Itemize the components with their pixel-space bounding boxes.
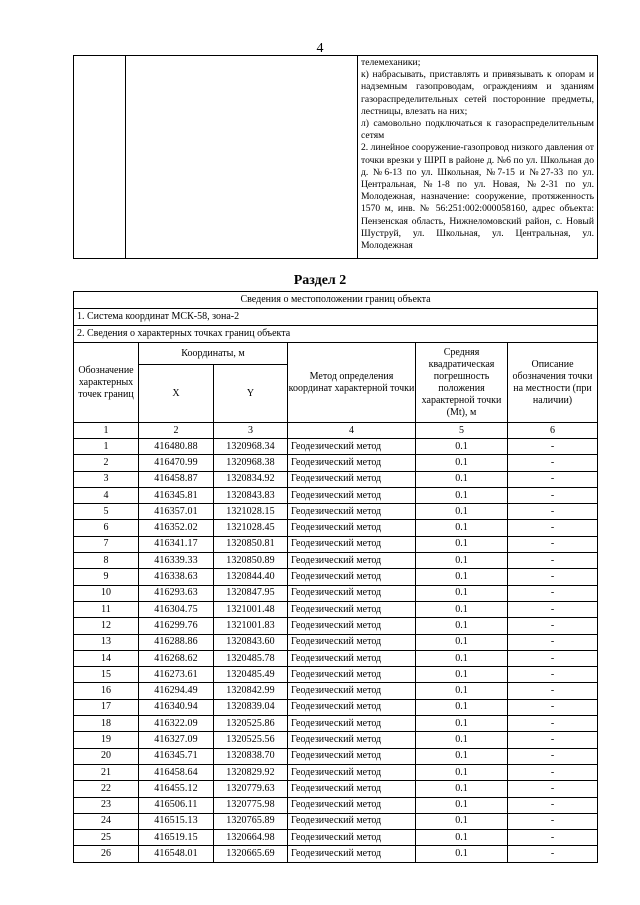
error-cell: 0.1 (416, 569, 508, 585)
table-row (74, 716, 598, 732)
x-coordinate-cell: 416299.76 (139, 618, 214, 634)
point-number-cell: 23 (74, 797, 139, 813)
description-cell: - (508, 569, 598, 585)
paragraph-item-l: л) самовольно подключаться к газораспределительным сетям (361, 118, 594, 142)
error-cell: 0.1 (416, 650, 508, 666)
description-cell: - (508, 585, 598, 601)
error-cell: 0.1 (416, 536, 508, 552)
table-row (74, 634, 598, 650)
table-row (74, 764, 598, 780)
table-row (74, 748, 598, 764)
point-number-cell: 4 (74, 487, 139, 503)
point-number-cell: 6 (74, 520, 139, 536)
column-number-6: 6 (508, 423, 598, 439)
y-coordinate-cell: 1321028.45 (214, 520, 288, 536)
point-number-cell: 16 (74, 683, 139, 699)
method-cell: Геодезический метод (288, 797, 416, 813)
point-number-cell: 20 (74, 748, 139, 764)
table-row (74, 455, 598, 471)
point-number-cell: 12 (74, 618, 139, 634)
error-cell: 0.1 (416, 520, 508, 536)
y-coordinate-cell: 1320843.83 (214, 487, 288, 503)
header-y: Y (214, 365, 288, 423)
error-cell: 0.1 (416, 455, 508, 471)
error-cell: 0.1 (416, 764, 508, 780)
method-cell: Геодезический метод (288, 585, 416, 601)
y-coordinate-cell: 1321028.15 (214, 504, 288, 520)
error-cell: 0.1 (416, 683, 508, 699)
description-cell: - (508, 520, 598, 536)
x-coordinate-cell: 416273.61 (139, 667, 214, 683)
x-coordinate-cell: 416345.71 (139, 748, 214, 764)
description-cell: - (508, 487, 598, 503)
y-coordinate-cell: 1320847.95 (214, 585, 288, 601)
y-coordinate-cell: 1320968.38 (214, 455, 288, 471)
method-cell: Геодезический метод (288, 601, 416, 617)
x-coordinate-cell: 416519.15 (139, 830, 214, 846)
error-cell: 0.1 (416, 601, 508, 617)
error-cell: 0.1 (416, 781, 508, 797)
y-coordinate-cell: 1320525.86 (214, 716, 288, 732)
description-cell: - (508, 471, 598, 487)
method-cell: Геодезический метод (288, 536, 416, 552)
method-cell: Геодезический метод (288, 553, 416, 569)
x-coordinate-cell: 416322.09 (139, 716, 214, 732)
table-row (74, 781, 598, 797)
x-coordinate-cell: 416480.88 (139, 439, 214, 455)
description-cell: - (508, 797, 598, 813)
description-cell: - (508, 846, 598, 862)
description-cell: - (508, 601, 598, 617)
method-cell: Геодезический метод (288, 439, 416, 455)
point-number-cell: 1 (74, 439, 139, 455)
x-coordinate-cell: 416340.94 (139, 699, 214, 715)
error-cell: 0.1 (416, 716, 508, 732)
y-coordinate-cell: 1321001.48 (214, 601, 288, 617)
point-number-cell: 9 (74, 569, 139, 585)
point-number-cell: 21 (74, 764, 139, 780)
x-coordinate-cell: 416293.63 (139, 585, 214, 601)
description-cell: - (508, 781, 598, 797)
y-coordinate-cell: 1320844.40 (214, 569, 288, 585)
point-number-cell: 2 (74, 455, 139, 471)
x-coordinate-cell: 416458.87 (139, 471, 214, 487)
y-coordinate-cell: 1320779.63 (214, 781, 288, 797)
table-row (74, 487, 598, 503)
description-cell: - (508, 748, 598, 764)
method-cell: Геодезический метод (288, 748, 416, 764)
method-cell: Геодезический метод (288, 618, 416, 634)
method-cell: Геодезический метод (288, 504, 416, 520)
x-coordinate-cell: 416357.01 (139, 504, 214, 520)
error-cell: 0.1 (416, 634, 508, 650)
x-coordinate-cell: 416268.62 (139, 650, 214, 666)
column-number-1: 1 (74, 423, 139, 439)
error-cell: 0.1 (416, 748, 508, 764)
table-row (74, 471, 598, 487)
description-cell: - (508, 813, 598, 829)
method-cell: Геодезический метод (288, 487, 416, 503)
description-cell: - (508, 830, 598, 846)
x-coordinate-cell: 416338.63 (139, 569, 214, 585)
page-number: 4 (316, 41, 324, 56)
method-cell: Геодезический метод (288, 830, 416, 846)
table-row (74, 830, 598, 846)
error-cell: 0.1 (416, 471, 508, 487)
table-row (74, 569, 598, 585)
y-coordinate-cell: 1320850.89 (214, 553, 288, 569)
table-caption: Сведения о местоположении границ объекта (74, 292, 598, 309)
description-cell: - (508, 732, 598, 748)
continued-table-fragment (73, 55, 598, 259)
table-row (74, 797, 598, 813)
table-row (74, 846, 598, 862)
paragraph-telemechanics: телемеханики; (361, 57, 421, 68)
table-row (74, 520, 598, 536)
x-coordinate-cell: 416345.81 (139, 487, 214, 503)
point-number-cell: 19 (74, 732, 139, 748)
empty-cell-1 (74, 56, 126, 259)
x-coordinate-cell: 416515.13 (139, 813, 214, 829)
description-cell: - (508, 618, 598, 634)
table-row (74, 601, 598, 617)
table-row (74, 699, 598, 715)
point-number-cell: 25 (74, 830, 139, 846)
description-cell: - (508, 764, 598, 780)
x-coordinate-cell: 416506.11 (139, 797, 214, 813)
point-number-cell: 22 (74, 781, 139, 797)
method-cell: Геодезический метод (288, 650, 416, 666)
table-row (74, 585, 598, 601)
y-coordinate-cell: 1320843.60 (214, 634, 288, 650)
column-number-2: 2 (139, 423, 214, 439)
y-coordinate-cell: 1320665.69 (214, 846, 288, 862)
point-number-cell: 8 (74, 553, 139, 569)
y-coordinate-cell: 1320834.92 (214, 471, 288, 487)
method-cell: Геодезический метод (288, 813, 416, 829)
error-cell: 0.1 (416, 846, 508, 862)
x-coordinate-cell: 416455.12 (139, 781, 214, 797)
point-number-cell: 17 (74, 699, 139, 715)
table-row (74, 439, 598, 455)
method-cell: Геодезический метод (288, 699, 416, 715)
error-cell: 0.1 (416, 667, 508, 683)
boundary-points-table (73, 291, 598, 863)
method-cell: Геодезический метод (288, 471, 416, 487)
method-cell: Геодезический метод (288, 634, 416, 650)
table-row (74, 813, 598, 829)
x-coordinate-cell: 416341.17 (139, 536, 214, 552)
description-cell: - (508, 699, 598, 715)
y-coordinate-cell: 1321001.83 (214, 618, 288, 634)
error-cell: 0.1 (416, 504, 508, 520)
column-number-3: 3 (214, 423, 288, 439)
description-cell: - (508, 553, 598, 569)
x-coordinate-cell: 416327.09 (139, 732, 214, 748)
error-cell: 0.1 (416, 797, 508, 813)
method-cell: Геодезический метод (288, 520, 416, 536)
error-cell: 0.1 (416, 439, 508, 455)
point-number-cell: 14 (74, 650, 139, 666)
point-number-cell: 3 (74, 471, 139, 487)
point-number-cell: 5 (74, 504, 139, 520)
x-coordinate-cell: 416294.49 (139, 683, 214, 699)
point-number-cell: 10 (74, 585, 139, 601)
y-coordinate-cell: 1320850.81 (214, 536, 288, 552)
table-row (74, 732, 598, 748)
x-coordinate-cell: 416352.02 (139, 520, 214, 536)
method-cell: Геодезический метод (288, 667, 416, 683)
points-heading-row: 2. Сведения о характерных точках границ объекта (74, 326, 598, 343)
coordinate-system-row: 1. Система координат МСК-58, зона-2 (74, 309, 598, 326)
description-cell: - (508, 650, 598, 666)
x-coordinate-cell: 416548.01 (139, 846, 214, 862)
error-cell: 0.1 (416, 830, 508, 846)
method-cell: Геодезический метод (288, 732, 416, 748)
point-number-cell: 13 (74, 634, 139, 650)
header-x: X (139, 365, 214, 423)
description-cell: - (508, 634, 598, 650)
section-title: Раздел 2 (293, 273, 347, 288)
point-number-cell: 15 (74, 667, 139, 683)
header-method: Метод определения координат характерной точки (288, 343, 416, 423)
point-number-cell: 26 (74, 846, 139, 862)
y-coordinate-cell: 1320775.98 (214, 797, 288, 813)
error-cell: 0.1 (416, 553, 508, 569)
point-number-cell: 11 (74, 601, 139, 617)
method-cell: Геодезический метод (288, 455, 416, 471)
paragraph-item-k: к) набрасывать, приставлять и привязывать к опорам и надземным газопроводам, ограждениям и зданиям газораспределительных сетей посторонние предметы, лестницы, влезать на них; (361, 69, 594, 117)
empty-cell-2 (126, 56, 358, 259)
description-cell: - (508, 667, 598, 683)
error-cell: 0.1 (416, 732, 508, 748)
point-number-cell: 24 (74, 813, 139, 829)
header-point-designation: Обозначение характерных точек границ (74, 343, 139, 423)
y-coordinate-cell: 1320968.34 (214, 439, 288, 455)
table-row (74, 504, 598, 520)
description-cell: - (508, 536, 598, 552)
header-error: Средняя квадратическая погрешность положения характерной точки (Mt), м (416, 343, 508, 423)
method-cell: Геодезический метод (288, 569, 416, 585)
method-cell: Геодезический метод (288, 764, 416, 780)
y-coordinate-cell: 1320838.70 (214, 748, 288, 764)
method-cell: Геодезический метод (288, 781, 416, 797)
x-coordinate-cell: 416288.86 (139, 634, 214, 650)
y-coordinate-cell: 1320485.78 (214, 650, 288, 666)
x-coordinate-cell: 416470.99 (139, 455, 214, 471)
error-cell: 0.1 (416, 813, 508, 829)
table-row (74, 618, 598, 634)
description-cell: - (508, 504, 598, 520)
table-row (74, 536, 598, 552)
error-cell: 0.1 (416, 585, 508, 601)
description-cell: - (508, 439, 598, 455)
method-cell: Геодезический метод (288, 683, 416, 699)
error-cell: 0.1 (416, 487, 508, 503)
method-cell: Геодезический метод (288, 716, 416, 732)
table-row (74, 553, 598, 569)
header-coordinates: Координаты, м (139, 343, 288, 365)
x-coordinate-cell: 416304.75 (139, 601, 214, 617)
y-coordinate-cell: 1320525.56 (214, 732, 288, 748)
paragraph-pipeline-description: 2. линейное сооружение-газопровод низкого давления от точки врезки у ШРП в районе д. №6 по ул. Школьная до д. №6-13 по ул. Школьная, №7-15 и №27-33 по ул. Центральная, №1-8 по ул. Новая, №2-31 по ул. Молодежная, назначение: сооружение, протяженность 1570 м, инв. № 56:251:002:000058160, адрес объекта: Пензенская область, Нижнеломовский район, с. Новый Шуструй, ул. Школьная, ул. Центральная, ул. Молодежная (361, 142, 594, 252)
y-coordinate-cell: 1320765.89 (214, 813, 288, 829)
x-coordinate-cell: 416339.33 (139, 553, 214, 569)
y-coordinate-cell: 1320839.04 (214, 699, 288, 715)
y-coordinate-cell: 1320829.92 (214, 764, 288, 780)
x-coordinate-cell: 416458.64 (139, 764, 214, 780)
description-cell: - (508, 683, 598, 699)
column-number-5: 5 (416, 423, 508, 439)
column-number-4: 4 (288, 423, 416, 439)
table-row (74, 667, 598, 683)
y-coordinate-cell: 1320842.99 (214, 683, 288, 699)
y-coordinate-cell: 1320664.98 (214, 830, 288, 846)
error-cell: 0.1 (416, 699, 508, 715)
description-cell: - (508, 455, 598, 471)
table-row (74, 683, 598, 699)
table-row (74, 650, 598, 666)
description-cell: - (508, 716, 598, 732)
header-description: Описание обозначения точки на местности (при наличии) (508, 343, 598, 423)
point-number-cell: 18 (74, 716, 139, 732)
point-number-cell: 7 (74, 536, 139, 552)
restrictions-text-cell (358, 56, 598, 259)
error-cell: 0.1 (416, 618, 508, 634)
y-coordinate-cell: 1320485.49 (214, 667, 288, 683)
method-cell: Геодезический метод (288, 846, 416, 862)
